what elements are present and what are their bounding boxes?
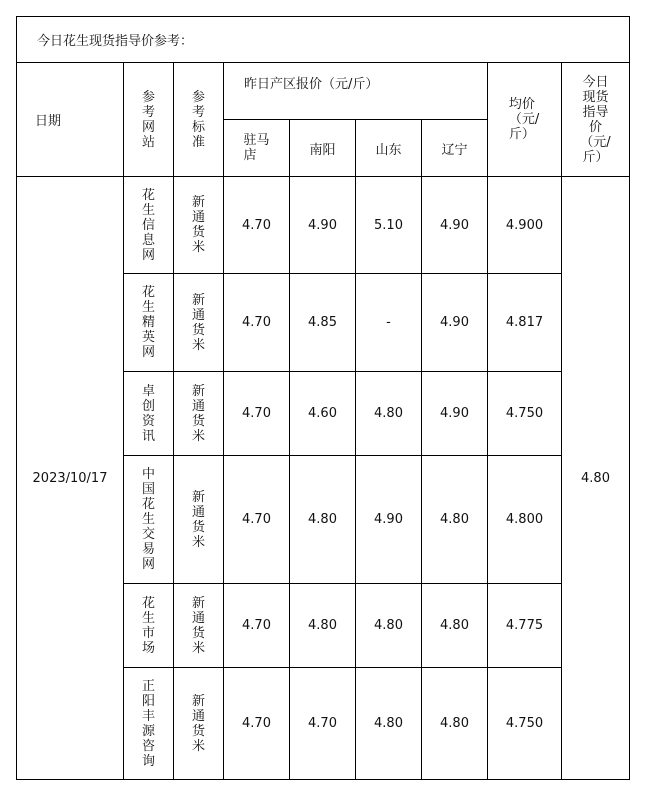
- table-caption: 今日花生现货指导价参考：: [17, 17, 630, 63]
- header-region-shandong: 山东: [356, 120, 422, 177]
- price-cell: 4.90: [422, 372, 488, 456]
- avg-cell: 4.800: [488, 456, 562, 584]
- standard-cell: 新通货米: [174, 584, 224, 668]
- price-cell: 4.70: [224, 584, 290, 668]
- avg-cell: 4.817: [488, 274, 562, 372]
- header-avg: 均价（元/斤）: [488, 63, 562, 177]
- price-cell: 5.10: [356, 177, 422, 274]
- price-cell: 4.70: [224, 456, 290, 584]
- site-cell: 花生信息网: [124, 177, 174, 274]
- avg-cell: 4.900: [488, 177, 562, 274]
- price-cell: 4.70: [224, 274, 290, 372]
- price-cell: 4.90: [356, 456, 422, 584]
- header-yesterday-group: 昨日产区报价（元/斤）: [224, 63, 488, 120]
- price-cell: -: [356, 274, 422, 372]
- header-date: 日期: [17, 63, 124, 177]
- standard-cell: 新通货米: [174, 372, 224, 456]
- price-cell: 4.90: [422, 274, 488, 372]
- price-cell: 4.80: [290, 584, 356, 668]
- header-region-liaoning: 辽宁: [422, 120, 488, 177]
- peanut-price-table: [16, 16, 630, 780]
- header-today: 今日现货指导价（元/斤）: [562, 63, 630, 177]
- today-price-cell: 4.80: [562, 177, 630, 780]
- price-cell: 4.80: [422, 668, 488, 780]
- header-site: 参考网站: [124, 63, 174, 177]
- avg-cell: 4.750: [488, 372, 562, 456]
- price-cell: 4.85: [290, 274, 356, 372]
- price-cell: 4.80: [356, 584, 422, 668]
- price-cell: 4.90: [422, 177, 488, 274]
- standard-cell: 新通货米: [174, 668, 224, 780]
- price-cell: 4.70: [290, 668, 356, 780]
- site-cell: 卓创资讯: [124, 372, 174, 456]
- price-cell: 4.70: [224, 668, 290, 780]
- site-cell: 中国花生交易网: [124, 456, 174, 584]
- header-region-zhumadian: 驻马店: [224, 120, 290, 177]
- table-row: [17, 177, 630, 274]
- price-cell: 4.80: [422, 456, 488, 584]
- header-standard: 参考标准: [174, 63, 224, 177]
- standard-cell: 新通货米: [174, 274, 224, 372]
- header-region-nanyang: 南阳: [290, 120, 356, 177]
- standard-cell: 新通货米: [174, 177, 224, 274]
- price-cell: 4.80: [356, 372, 422, 456]
- price-cell: 4.80: [356, 668, 422, 780]
- price-cell: 4.70: [224, 177, 290, 274]
- site-cell: 花生市场: [124, 584, 174, 668]
- date-cell: 2023/10/17: [17, 177, 124, 780]
- avg-cell: 4.750: [488, 668, 562, 780]
- price-cell: 4.70: [224, 372, 290, 456]
- price-cell: 4.60: [290, 372, 356, 456]
- price-cell: 4.80: [422, 584, 488, 668]
- standard-cell: 新通货米: [174, 456, 224, 584]
- site-cell: 正阳丰源咨询: [124, 668, 174, 780]
- price-cell: 4.80: [290, 456, 356, 584]
- site-cell: 花生精英网: [124, 274, 174, 372]
- price-cell: 4.90: [290, 177, 356, 274]
- avg-cell: 4.775: [488, 584, 562, 668]
